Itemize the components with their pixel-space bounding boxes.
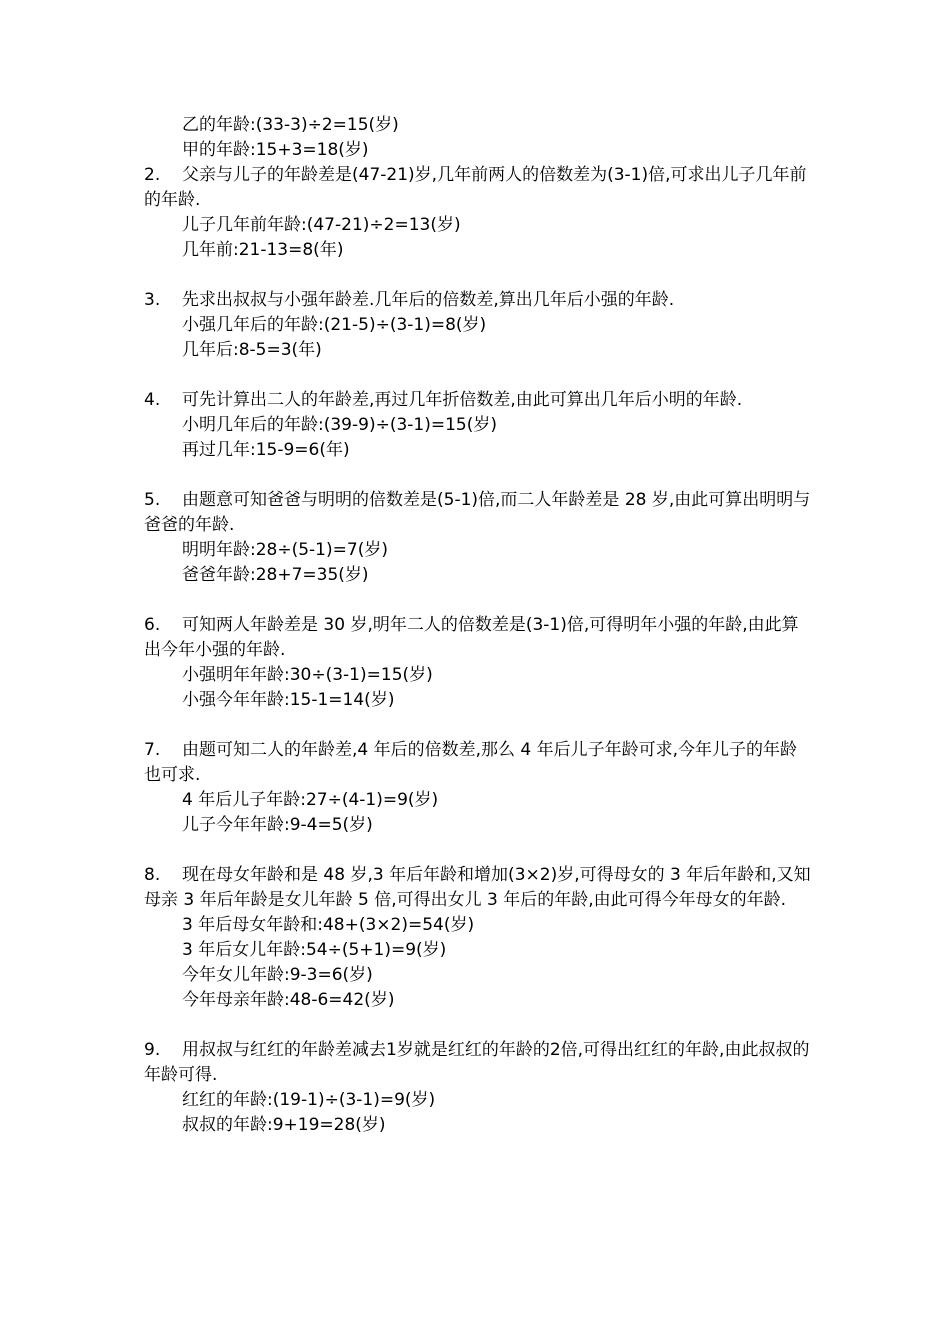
problem-description: 现在母女年龄和是 48 岁,3 年后年龄和增加(3×2)岁,可得母女的 3 年后年龄和,又知母亲 3 年后年龄是女儿年龄 5 倍,可得出女儿 3 年后的年龄,由此可得今年母女的年龄. [144, 865, 811, 910]
problem-text [144, 1038, 814, 1088]
solution-step: 儿子今年年龄:9-4=5(岁) [182, 815, 373, 835]
solution-step: 爸爸年龄:28+7=35(岁) [182, 565, 369, 585]
problem-9 [144, 1038, 814, 1138]
solution-step: 再过几年:15-9=6(年) [182, 440, 350, 460]
problem-number: 9. [144, 1040, 161, 1060]
problem-number: 5. [144, 490, 161, 510]
problem-number: 2. [144, 165, 161, 185]
solution-step: 红红的年龄:(19-1)÷(3-1)=9(岁) [182, 1090, 436, 1110]
solution-step: 今年女儿年龄:9-3=6(岁) [182, 965, 373, 985]
solution-step: 小强今年年龄:15-1=14(岁) [182, 690, 395, 710]
problem-number: 8. [144, 865, 161, 885]
solution-step: 几年后:8-5=3(年) [182, 340, 322, 360]
problem-3 [144, 288, 814, 363]
intro-line: 甲的年龄:15+3=18(岁) [182, 140, 369, 160]
problem-description: 父亲与儿子的年龄差是(47-21)岁,几年前两人的倍数差为(3-1)倍,可求出儿子几年前的年龄. [144, 165, 807, 210]
solution-step: 今年母亲年龄:48-6=42(岁) [182, 990, 395, 1010]
problem-number: 6. [144, 615, 161, 635]
problem-text [144, 488, 814, 538]
solution-step: 4 年后儿子年龄:27÷(4-1)=9(岁) [182, 790, 439, 810]
solution-step: 小强明年年龄:30÷(3-1)=15(岁) [182, 665, 433, 685]
problem-description: 可先计算出二人的年龄差,再过几年折倍数差,由此可算出几年后小明的年龄. [182, 390, 743, 410]
solution-step: 几年前:21-13=8(年) [182, 240, 344, 260]
problem-description: 由题意可知爸爸与明明的倍数差是(5-1)倍,而二人年龄差是 28 岁,由此可算出明明与爸爸的年龄. [144, 490, 811, 535]
problem-description: 由题可知二人的年龄差,4 年后的倍数差,那么 4 年后儿子年龄可求,今年儿子的年龄也可求. [144, 740, 798, 785]
problem-text [144, 388, 814, 413]
problem-number: 3. [144, 290, 161, 310]
problem-description: 先求出叔叔与小强年龄差.几年后的倍数差,算出几年后小强的年龄. [182, 290, 675, 310]
problem-text [144, 288, 814, 313]
solution-step: 3 年后母女年龄和:48+(3×2)=54(岁) [182, 915, 475, 935]
solution-step: 儿子几年前年龄:(47-21)÷2=13(岁) [182, 215, 461, 235]
problem-text [144, 863, 814, 913]
solution-step: 小明几年后的年龄:(39-9)÷(3-1)=15(岁) [182, 415, 497, 435]
problem-number: 7. [144, 740, 161, 760]
solution-step: 3 年后女儿年龄:54÷(5+1)=9(岁) [182, 940, 447, 960]
problem-8 [144, 863, 814, 1013]
problem-5 [144, 488, 814, 588]
problem-text [144, 163, 814, 213]
solution-step: 小强几年后的年龄:(21-5)÷(3-1)=8(岁) [182, 315, 487, 335]
solution-step: 明明年龄:28÷(5-1)=7(岁) [182, 540, 388, 560]
problem-7 [144, 738, 814, 838]
problem-6 [144, 613, 814, 713]
problem-text [144, 738, 814, 788]
intro-line: 乙的年龄:(33-3)÷2=15(岁) [182, 115, 399, 135]
problem-description: 可知两人年龄差是 30 岁,明年二人的倍数差是(3-1)倍,可得明年小强的年龄,由此算出今年小强的年龄. [144, 615, 799, 660]
document-content [144, 113, 814, 1138]
problem-2 [144, 163, 814, 263]
problem-description: 用叔叔与红红的年龄差减去1岁就是红红的年龄的2倍,可得出红红的年龄,由此叔叔的年龄可得. [144, 1040, 810, 1085]
problem-text [144, 613, 814, 663]
solution-step: 叔叔的年龄:9+19=28(岁) [182, 1115, 386, 1135]
problem-number: 4. [144, 390, 161, 410]
problem-4 [144, 388, 814, 463]
